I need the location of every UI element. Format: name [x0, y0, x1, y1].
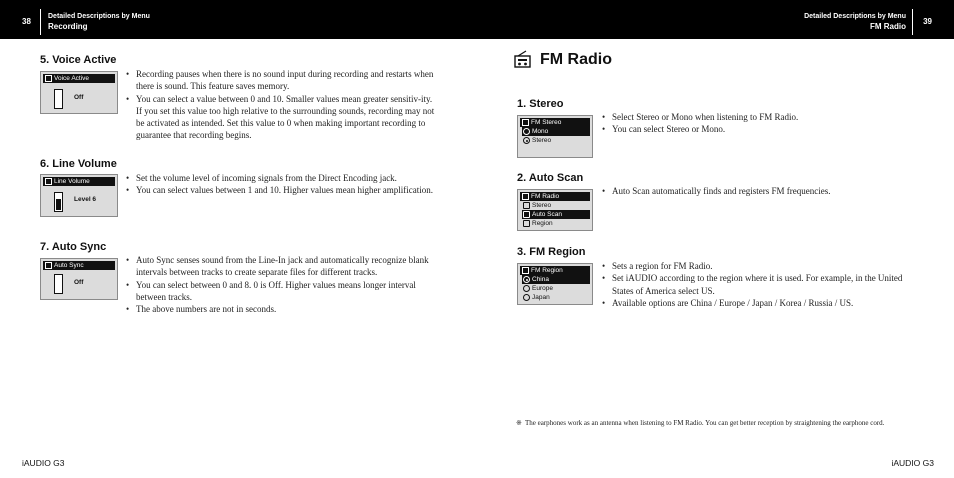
- auto-sync-heading: 7. Auto Sync: [40, 241, 107, 253]
- radio-icon: [514, 50, 531, 68]
- header-label-right: [804, 12, 906, 31]
- setting-value: Off: [74, 279, 84, 286]
- header-topic-right: FM Radio: [870, 22, 906, 31]
- option-label: China: [532, 276, 549, 283]
- screen-title-bar: [520, 192, 590, 201]
- sync-icon: [45, 262, 52, 269]
- screen-title-bar: [43, 74, 115, 83]
- screen-title: Line Volume: [54, 178, 90, 185]
- screen-title: Auto Sync: [54, 262, 84, 269]
- radio-small-icon: [522, 193, 529, 200]
- menu-option-auto-scan[interactable]: [522, 210, 590, 219]
- auto-scan-heading: 2. Auto Scan: [517, 172, 584, 184]
- menu-option-stereo[interactable]: [522, 136, 590, 145]
- region-icon: [523, 220, 530, 227]
- screen-title: FM Radio: [531, 193, 560, 200]
- auto-scan-screen: [517, 189, 593, 231]
- option-label: Stereo: [532, 137, 552, 144]
- screen-title-bar: [43, 261, 115, 270]
- line-volume-bullets: [125, 172, 435, 197]
- bullet-item: • Select Stereo or Mono when listening to FM Radio.: [601, 111, 921, 123]
- screen-title-bar: [520, 118, 590, 127]
- stereo-heading: 1. Stereo: [517, 98, 564, 110]
- mic-icon: [45, 75, 52, 82]
- menu-option-region[interactable]: [522, 219, 590, 228]
- header-divider-left: [40, 9, 41, 35]
- bullet-item: • You can select between 0 and 8. 0 is Off. Higher values means longer interval between tracks.: [125, 279, 435, 304]
- radio-button-icon: [523, 128, 530, 135]
- setting-value: Level 6: [74, 196, 97, 203]
- radio-button-checked-icon: [523, 137, 530, 144]
- bullet-item: • Available options are China / Europe / Japan / Korea / Russia / US.: [601, 297, 923, 309]
- bullet-item: • The above numbers are not in seconds.: [125, 303, 435, 315]
- screen-title: FM Region: [531, 267, 563, 274]
- stereo-bullets: [601, 111, 921, 136]
- level-meter: [54, 192, 63, 212]
- line-volume-screen: [40, 174, 118, 217]
- bullet-item: • You can select Stereo or Mono.: [601, 123, 921, 135]
- option-label: Stereo: [532, 202, 552, 209]
- header-divider-right: [912, 9, 913, 35]
- menu-option-stereo[interactable]: [522, 201, 590, 210]
- screen-title-bar: [43, 177, 115, 186]
- fm-region-heading: 3. FM Region: [517, 246, 586, 258]
- scan-icon: [523, 211, 530, 218]
- bullet-item: • Auto Sync senses sound from the Line-In jack and automatically recognize blank intervals between tracks to create separate files for different tracks.: [125, 254, 435, 279]
- bullet-item: • You can select a value between 0 and 10. Smaller values mean greater sensitiv-ity. If you set this value too high relative to the surrounding sounds, recording may not be activated as intended. Set this value to 0 when making important recording to guarantee that recording begins.: [125, 93, 435, 142]
- auto-sync-bullets: [125, 254, 435, 315]
- auto-sync-screen: [40, 258, 118, 300]
- screen-title: FM Stereo: [531, 119, 562, 126]
- level-meter: [54, 274, 63, 294]
- level-meter: [54, 89, 63, 109]
- menu-option-europe[interactable]: [522, 284, 590, 293]
- setting-value: Off: [74, 94, 84, 101]
- line-volume-heading: 6. Line Volume: [40, 158, 117, 170]
- page-number-right: 39: [923, 17, 932, 26]
- option-label: Europe: [532, 285, 553, 292]
- bullet-item: • You can select values between 1 and 10. Higher values mean higher amplification.: [125, 184, 435, 196]
- page-number-left: 38: [22, 17, 31, 26]
- fm-region-bullets: [601, 260, 923, 309]
- radio-button-icon: [523, 294, 530, 301]
- bullet-item: • Sets a region for FM Radio.: [601, 260, 923, 272]
- header-section-right: Detailed Descriptions by Menu: [804, 13, 906, 20]
- line-in-icon: [45, 178, 52, 185]
- header-section-left: Detailed Descriptions by Menu: [48, 13, 150, 20]
- radio-button-icon: [523, 285, 530, 292]
- radio-small-icon: [522, 119, 529, 126]
- radio-button-checked-icon: [523, 276, 530, 283]
- footnote: [516, 418, 906, 428]
- header-topic-left: Recording: [48, 22, 88, 31]
- option-label: Region: [532, 220, 553, 227]
- voice-active-heading: 5. Voice Active: [40, 54, 117, 66]
- page-title: FM Radio: [540, 51, 612, 68]
- auto-scan-bullets: [601, 185, 921, 197]
- page-header: [0, 0, 954, 39]
- option-label: Japan: [532, 294, 550, 301]
- note-mark: ※: [516, 419, 522, 427]
- menu-option-mono[interactable]: [522, 127, 590, 136]
- header-label-left: [48, 12, 150, 31]
- screen-title: Voice Active: [54, 75, 90, 82]
- voice-active-screen: [40, 71, 118, 114]
- stereo-screen: [517, 115, 593, 158]
- bullet-item: • Auto Scan automatically finds and registers FM frequencies.: [601, 185, 921, 197]
- fm-region-screen: [517, 263, 593, 305]
- footer-left: iAUDIO G3: [22, 458, 65, 468]
- level-meter-fill: [56, 199, 61, 210]
- menu-option-china[interactable]: [522, 275, 590, 284]
- bullet-item: • Recording pauses when there is no sound input during recording and restarts when there is sound. This feature saves memory.: [125, 68, 435, 93]
- stereo-icon: [523, 202, 530, 209]
- screen-title-bar: [520, 266, 590, 275]
- voice-active-bullets: [125, 68, 435, 142]
- footer-right: iAUDIO G3: [891, 458, 934, 468]
- bullet-item: • Set the volume level of incoming signals from the Direct Encoding jack.: [125, 172, 435, 184]
- region-small-icon: [522, 267, 529, 274]
- option-label: Mono: [532, 128, 549, 135]
- bullet-item: • Set iAUDIO according to the region where it is used. For example, in the United States of America select US.: [601, 272, 923, 297]
- menu-option-japan[interactable]: [522, 293, 590, 302]
- footnote-text: The earphones work as an antenna when listening to FM Radio. You can get better reception by straightening the earphone cord.: [525, 419, 885, 427]
- option-label: Auto Scan: [532, 211, 562, 218]
